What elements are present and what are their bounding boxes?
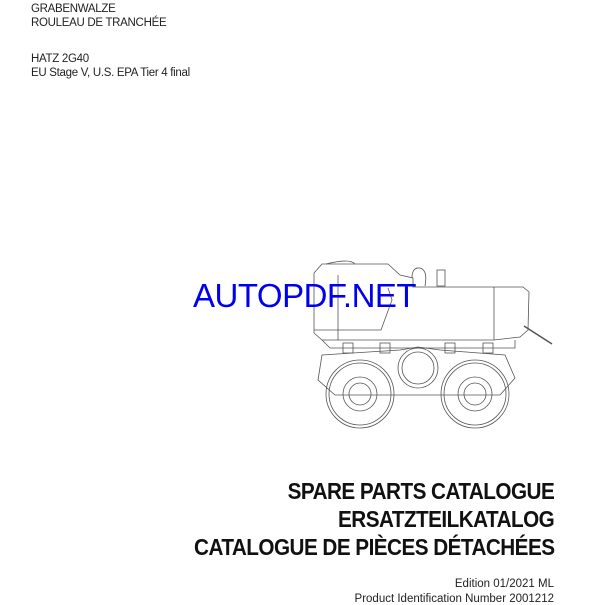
title-fr: CATALOGUE DE PIÈCES DÉTACHÉES [193, 534, 554, 560]
emission-standard: EU Stage V, U.S. EPA Tier 4 final [31, 67, 190, 79]
title-de: ERSATZTEILKATALOG [337, 506, 554, 532]
product-identification-number: Product Identification Number 2001212 [354, 593, 554, 605]
edition: Edition 01/2021 ML [454, 578, 554, 590]
product-name-de: GRABENWALZE [31, 3, 116, 15]
product-name-fr: ROULEAU DE TRANCHÉE [31, 17, 167, 29]
watermark: AUTOPDF.NET [193, 277, 417, 314]
engine-model: HATZ 2G40 [31, 53, 89, 65]
title-en: SPARE PARTS CATALOGUE [287, 478, 554, 504]
